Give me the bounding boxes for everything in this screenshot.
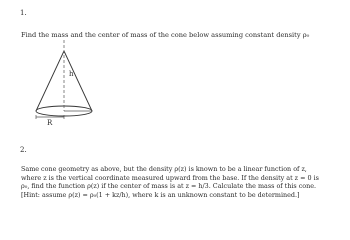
problem-2-line: where z is the vertical coordinate measured upward from the base. If the density at z = 0 is <box>21 173 319 182</box>
problem-1-number: 1. <box>20 9 27 17</box>
problem-2-number: 2. <box>20 146 27 154</box>
problem-2-body <box>21 165 347 199</box>
cone-right-edge <box>64 51 92 111</box>
cone-left-edge <box>36 51 64 111</box>
problem-2-line: [Hint: assume ρ(z) = ρ₀(1 + kz/h), where k is an unknown constant to be determined.] <box>21 190 300 199</box>
problem-2-line: Same cone geometry as above, but the density ρ(z) is known to be a linear function of z, <box>21 165 307 173</box>
problem-1-statement: Find the mass and the center of mass of the cone below assuming constant density ρ₀ <box>21 31 310 39</box>
height-label: h <box>69 70 74 78</box>
problem-2-line: ρ₀, find the function ρ(z) if the center of mass is at z = h/3. Calculate the mass of this cone. <box>21 182 317 191</box>
radius-label: R <box>47 119 53 127</box>
